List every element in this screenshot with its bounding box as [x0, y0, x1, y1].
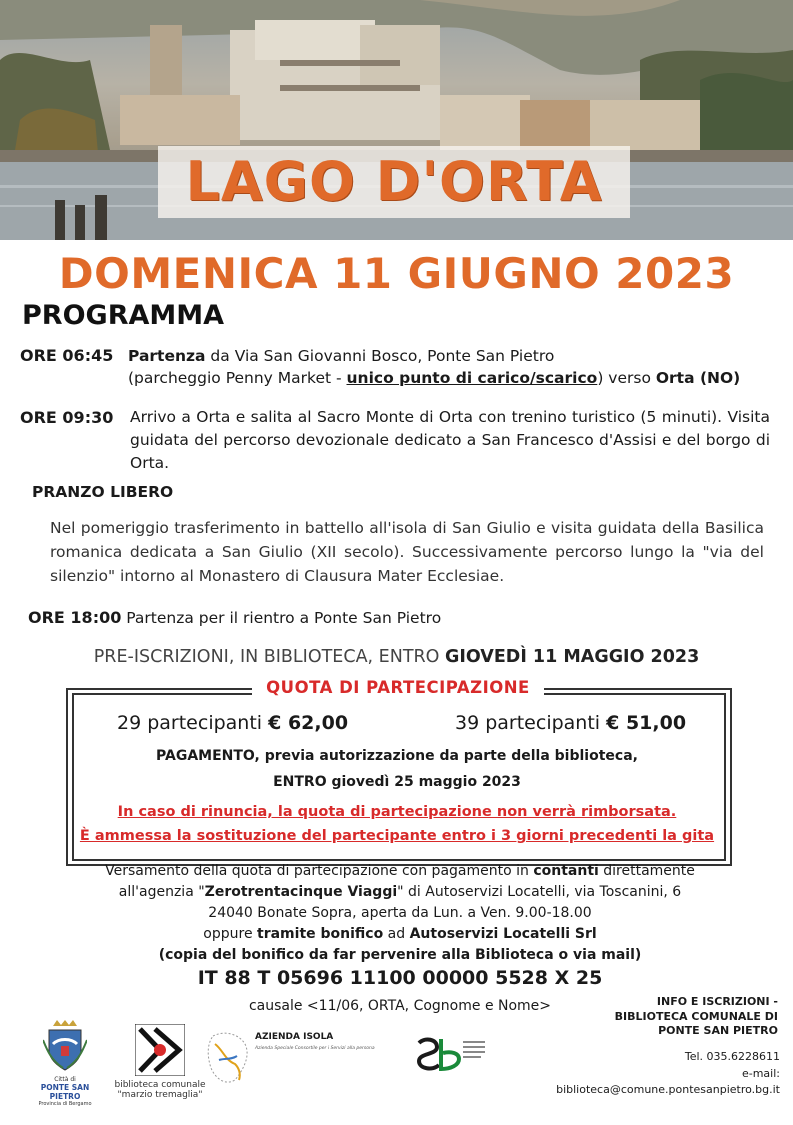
logo-sb — [415, 1035, 487, 1077]
price-39: 39 partecipanti € 51,00 — [455, 712, 687, 734]
iban: IT 88 T 05696 11100 00000 5528 X 25 — [197, 967, 603, 989]
quota-title: QUOTA DI PARTECIPAZIONE — [252, 678, 544, 697]
programma-heading: PROGRAMMA — [22, 300, 225, 331]
causale: causale <11/06, ORTA, Cognome e Nome> — [248, 998, 552, 1014]
warning-sostituzione: È ammessa la sostituzione del partecipante entro i 3 giorni precedenti la gita — [79, 828, 715, 844]
logo-comune: Città di PONTE SAN PIETRO Provincia di Bergamo — [30, 1020, 100, 1107]
pagamento-line-2: ENTRO giovedì 25 maggio 2023 — [273, 774, 521, 790]
logo-biblioteca: biblioteca comunale "marzio tremaglia" — [108, 1024, 212, 1100]
comune-crest-icon — [43, 1020, 87, 1072]
info-email-label: e-mail: — [741, 1066, 780, 1080]
versamento-line-1: Versamento della quota di partecipazione con pagamento in contanti direttamente — [105, 863, 695, 879]
pagamento-line-1: PAGAMENTO, previa autorizzazione da parte della biblioteca, — [156, 748, 638, 764]
versamento-line-2: all'agenzia "Zerotrentacinque Viaggi" di Autoservizi Locatelli, via Toscanini, 6 — [118, 884, 682, 900]
schedule-item-3: ORE 18:00 Partenza per il rientro a Ponte San Pietro — [28, 608, 442, 627]
info-contacts — [520, 1050, 780, 1098]
versamento-line-3: 24040 Bonate Sopra, aperta da Lun. a Ven. 9.00-18.00 — [208, 905, 592, 921]
info-tel: Tel. 035.6228611 — [684, 1050, 780, 1063]
schedule-text-1: Partenza da Via San Giovanni Bosco, Ponte San Pietro (parcheggio Penny Market - unico punto di carico/scarico) verso Orta (NO) — [128, 347, 741, 387]
schedule-text-2: Arrivo a Orta e salita al Sacro Monte di Orta con trenino turistico (5 minuti). Visita guidata del percorso devozionale dedicato a San Francesco d'Assisi e del borgo di Orta. — [130, 408, 770, 472]
preiscrizioni-note: PRE-ISCRIZIONI, IN BIBLIOTECA, ENTRO GIOVEDÌ 11 MAGGIO 2023 — [93, 647, 700, 667]
warning-rinuncia: In caso di rinuncia, la quota di partecipazione non verrà rimborsata. — [117, 804, 677, 820]
versamento-line-5: (copia del bonifico da far pervenire alla Biblioteca o via mail) — [158, 947, 642, 963]
price-29: 29 partecipanti € 62,00 — [117, 712, 349, 734]
page-title: LAGO D'ORTA — [185, 150, 603, 213]
versamento-line-4: oppure tramite bonifico ad Autoservizi Locatelli Srl — [203, 926, 597, 942]
schedule-time-2: ORE 09:30 — [20, 408, 114, 427]
info-heading: INFO E ISCRIZIONI - BIBLIOTECA COMUNALE DI PONTE SAN PIETRO — [614, 995, 778, 1037]
sb-logo-icon — [415, 1035, 487, 1073]
event-date: DOMENICA 11 GIUGNO 2023 — [58, 249, 735, 298]
afternoon-description: Nel pomeriggio trasferimento in battello all'isola di San Giulio e visita guidata della Basilica romanica dedicata a San Giulio (XII secolo). Successivamente percorso lungo la "via del silenzio" intorno al Monastero di Clausura Mater Ecclesiae. — [50, 519, 764, 585]
azienda-map-icon — [205, 1030, 253, 1086]
schedule-time-1: ORE 06:45 — [20, 346, 114, 365]
pranzo-libero: PRANZO LIBERO — [32, 483, 174, 501]
biblioteca-logo-icon — [135, 1024, 185, 1076]
info-email[interactable]: biblioteca@comune.pontesanpietro.bg.it — [556, 1083, 780, 1096]
